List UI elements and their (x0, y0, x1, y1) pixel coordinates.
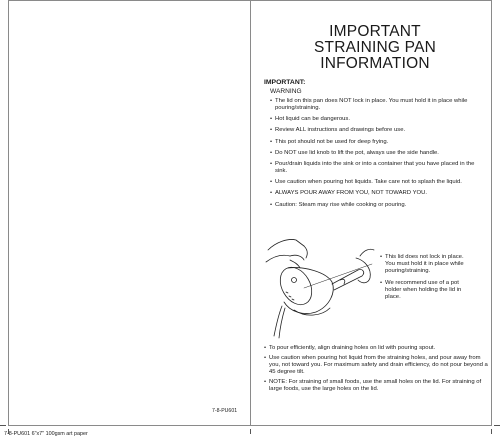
liquid-stream (274, 306, 282, 336)
lid-holes (286, 292, 294, 300)
illustration-notes (380, 254, 470, 306)
tip-item: • NOTE: For straining of small foods, use the small holes on the lid. For straining of large foods, use the large holes on the lid. (264, 379, 488, 393)
finger-outline (290, 260, 300, 268)
pan-base (294, 308, 330, 315)
warning-item: • ALWAYS POUR AWAY FROM YOU, NOT TOWARD YOU. (270, 190, 488, 197)
warning-label: WARNING (270, 88, 302, 95)
lid-outline (274, 262, 318, 311)
warning-item: • Use caution when pouring hot liquids. Take care not to splash the liquid. (270, 179, 488, 186)
title-line: STRAINING PAN (313, 39, 437, 56)
tip-item: • To pour efficiently, align draining holes on lid with pouring spout. (264, 345, 488, 352)
arm-outline (266, 255, 290, 262)
warning-item: • The lid on this pan does NOT lock in place. You must hold it in place while pouring/straining. (270, 98, 488, 112)
title-line: IMPORTANT (329, 23, 421, 40)
page-code: 7-8-PU601 (212, 408, 238, 414)
handle-grip (340, 279, 345, 284)
tip-item: • Use caution when pouring hot liquid from the straining holes, and pour away from you, not toward you. For maximum safety and drain efficiency, do not pour beyond a 45 degree tilt. (264, 355, 488, 376)
arm-outline (268, 239, 304, 250)
warning-item: • Review ALL instructions and drawings before use. (270, 127, 488, 134)
instruction-panel (250, 0, 500, 442)
finger-outline (304, 246, 307, 258)
lid-knob (292, 278, 297, 283)
warning-item: • This pot should not be used for deep frying. (270, 139, 488, 146)
warning-item: • Pour/drain liquids into the sink or into a container that you have placed in the sink. (270, 161, 488, 175)
illustration-note: • We recommend use of a pot holder when holding the lid in place. (380, 280, 470, 301)
pouring-tips (264, 345, 488, 396)
title-line: INFORMATION (320, 55, 430, 72)
illustration-note: • This lid does not lock in place. You must hold it in place while pouring/straining. (380, 254, 470, 275)
warning-item: • Do NOT use lid knob to lift the pot, always use the side handle. (270, 150, 488, 157)
arm-outline (360, 249, 374, 256)
warning-list (270, 98, 488, 213)
warning-item: • Caution: Steam may rise while cooking or pouring. (270, 202, 488, 209)
important-label: IMPORTANT: (264, 79, 306, 86)
pouring-illustration-icon (260, 228, 378, 340)
pan-body (284, 268, 333, 314)
finger-outline (290, 255, 304, 260)
page-title (250, 24, 500, 72)
print-slug-line: 7-8-PU601 6"x7" 100gsm art paper (4, 431, 88, 437)
warning-item: • Hot liquid can be dangerous. (270, 116, 488, 123)
